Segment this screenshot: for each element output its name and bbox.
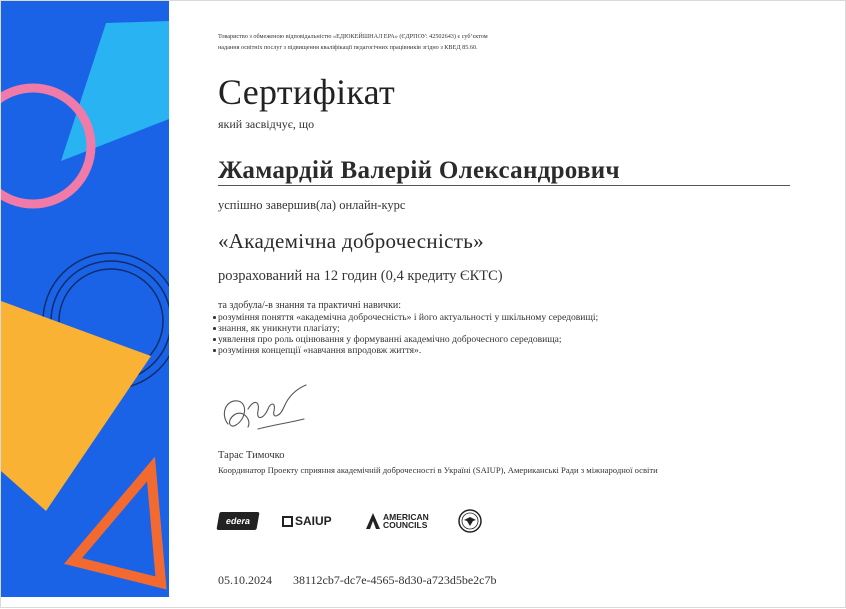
list-item — [218, 312, 688, 323]
decorative-shapes — [1, 1, 169, 597]
completed-text: успішно завершив(ла) онлайн-курс — [218, 198, 406, 212]
legal-notice — [218, 31, 648, 53]
certificate-id: 38112cb7-dc7e-4565-8d30-a723d5be2c7b — [293, 573, 497, 587]
saiup-logo-text: SAIUP — [295, 514, 332, 528]
skill-text: уявлення про роль оцінювання у формуванні академічно доброчесного середовища; — [218, 334, 562, 345]
bullet-icon — [213, 349, 216, 352]
bullet-icon — [213, 338, 216, 341]
edera-logo — [216, 512, 259, 530]
list-item — [218, 345, 688, 356]
saiup-logo — [282, 513, 332, 529]
edera-logo-text: edera — [225, 516, 251, 526]
course-hours: розрахований на 12 годин (0,4 кредиту ЄКТС) — [218, 268, 503, 284]
skill-text: розуміння поняття «академічна доброчесність» і його актуальності у шкільному середовищі; — [218, 312, 599, 323]
legal-line-2: надання освітніх послуг з підвищення кваліфікації педагогічних працівників згідно з КВЕД 85.60. — [218, 44, 478, 51]
partner-logos — [218, 509, 518, 533]
signer-name: Тарас Тимочко — [218, 450, 285, 461]
signature — [218, 379, 318, 439]
american-councils-logo — [366, 511, 429, 531]
name-underline — [218, 185, 790, 186]
list-item — [218, 323, 688, 334]
certificate-title: Сертифікат — [218, 72, 396, 112]
skills-intro: та здобула/-в знання та практичні навички: — [218, 300, 402, 311]
skills-list — [218, 312, 688, 356]
decorative-side-panel — [1, 1, 169, 597]
american-councils-line-1: AMERICAN — [383, 512, 429, 522]
certificate-subtitle: який засвідчує, що — [218, 117, 315, 131]
saiup-box-icon — [282, 516, 293, 527]
skill-text: знання, як уникнути плагіату; — [218, 323, 340, 334]
issue-date: 05.10.2024 — [218, 573, 272, 587]
state-department-seal-icon — [458, 509, 482, 533]
american-councils-emblem-icon — [366, 513, 380, 529]
certificate-content — [218, 1, 818, 609]
signer-role: Координатор Проекту сприяння академічній доброчесності в Україні (SAIUP), Американські Ради з міжнародної освіти — [218, 465, 658, 475]
certificate-footer — [218, 573, 497, 588]
american-councils-line-2: COUNCILS — [383, 520, 428, 530]
bullet-icon — [213, 316, 216, 319]
recipient-name: Жамардій Валерій Олександрович — [218, 157, 620, 184]
list-item — [218, 334, 688, 345]
skill-text: розуміння концепції «навчання впродовж життя». — [218, 345, 422, 356]
legal-line-1: Товариство з обмеженою відповідальністю «ЕДЮКЕЙШНАЛ ЕРА» (ЄДРПОУ: 42502643) є суб’єктом — [218, 33, 488, 40]
bullet-icon — [213, 327, 216, 330]
course-name: «Академічна доброчесність» — [218, 229, 484, 253]
